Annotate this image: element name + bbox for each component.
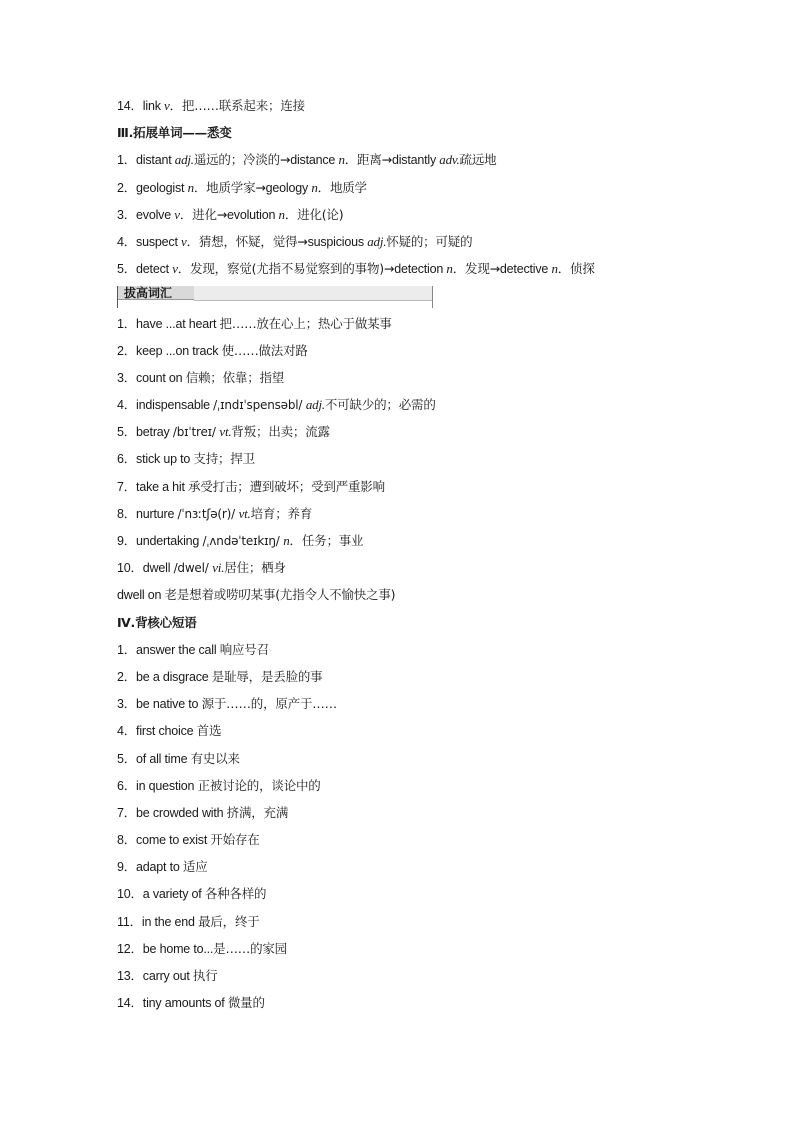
list-item <box>117 853 717 880</box>
part-of-speech: v <box>172 261 178 277</box>
phonetic-text: /ˌʌndəˈteɪkɪŋ/ <box>202 534 284 548</box>
text-segment: 3．count on <box>117 370 186 385</box>
text-segment: 疏远地 <box>459 152 497 168</box>
text-segment: 居住；栖身 <box>224 560 286 576</box>
text-segment: 怀疑的；可疑的 <box>386 233 473 249</box>
text-segment: 源于……的，原产于…… <box>201 696 337 712</box>
text-segment: 13．carry out <box>117 969 193 983</box>
text-segment: 各种各样的 <box>204 886 267 902</box>
text-segment: 12．be home to... <box>117 941 214 956</box>
text-segment: 5．of all time <box>117 751 191 766</box>
text-segment: 使……做法对路 <box>221 342 308 358</box>
section-box-label: 拔高词汇 <box>118 286 194 300</box>
text-segment: ．任务；事业 <box>289 533 364 548</box>
text-segment: 背叛；出卖；流露 <box>231 424 330 440</box>
list-item <box>117 663 717 690</box>
text-segment: 不可缺少的；必需的 <box>324 397 436 413</box>
phonetic-text: /dwel/ <box>173 561 213 576</box>
list-item <box>117 364 717 391</box>
text-segment: ．进化(论) <box>284 206 344 222</box>
list-item <box>117 473 717 500</box>
part-of-speech: n <box>551 261 558 277</box>
text-segment: 5．betray <box>117 425 173 440</box>
text-segment: 14．tiny amounts of <box>117 996 228 1011</box>
phonetic-text: /ˈnɜːtʃə(r)/ <box>177 506 239 521</box>
text-segment: dwell on <box>117 588 165 603</box>
part-of-speech: n <box>338 152 345 168</box>
text-segment: 4．suspect <box>117 234 182 249</box>
text-segment: ．地质学 <box>317 179 367 195</box>
list-item <box>117 717 717 744</box>
part-of-speech: adj. <box>174 152 194 168</box>
list-item <box>117 92 717 119</box>
list-item <box>117 500 717 527</box>
section-box-bar <box>194 286 432 301</box>
text-segment: 1．have ...at heart <box>117 316 220 331</box>
text-segment: 是耻辱，是丢脸的事 <box>211 668 323 684</box>
list-item <box>117 201 717 228</box>
part-of-speech: n <box>283 533 290 548</box>
text-segment: 支持；捍卫 <box>193 451 255 467</box>
part-of-speech: adj. <box>305 397 325 413</box>
text-segment: 8．nurture <box>117 506 178 521</box>
text-segment: ．发现→ <box>452 261 500 277</box>
text-segment: detection <box>394 262 447 277</box>
section-box-frame <box>117 286 433 308</box>
text-segment: 1．answer the call <box>117 642 220 657</box>
part-of-speech: n <box>446 261 453 277</box>
text-segment: 最后，终于 <box>198 913 260 929</box>
part-of-speech: vt. <box>219 424 232 440</box>
text-segment: 9．undertaking <box>117 534 203 548</box>
part-of-speech: v <box>164 98 170 113</box>
list-item <box>117 772 717 799</box>
text-segment: 开始存在 <box>210 832 260 848</box>
text-segment: distance <box>290 153 339 168</box>
list-item <box>117 880 717 907</box>
part-of-speech: v <box>174 206 180 222</box>
text-segment: 培育；养育 <box>250 505 313 521</box>
list-item <box>117 418 717 445</box>
list-item <box>117 527 717 554</box>
text-segment: 承受打击；遭到破坏；受到严重影响 <box>188 478 385 494</box>
part-of-speech: adj. <box>367 233 387 249</box>
part-of-speech: v <box>181 233 187 249</box>
list-item <box>117 337 717 364</box>
list-item <box>117 146 717 173</box>
list-item <box>117 445 717 472</box>
list-item <box>117 908 717 935</box>
list-item <box>117 962 717 989</box>
text-segment: Ⅳ.背核心短语 <box>117 614 197 630</box>
text-segment: ．地质学家→ <box>193 179 266 195</box>
text-segment: 2．geologist <box>117 180 188 195</box>
part-of-speech: n <box>187 179 194 195</box>
text-segment: 3．be native to <box>117 697 202 712</box>
text-segment: 8．come to exist <box>117 833 211 848</box>
part-of-speech: vi. <box>212 560 225 576</box>
part-of-speech: vt. <box>238 505 251 521</box>
text-segment: 10．dwell <box>117 561 174 576</box>
list-item <box>117 228 717 255</box>
text-segment: detective <box>499 262 552 277</box>
list-item <box>117 310 717 337</box>
part-of-speech: n <box>311 179 318 195</box>
list-item <box>117 826 717 853</box>
text-segment: suspicious <box>307 234 368 249</box>
list-item <box>117 690 717 717</box>
text-segment: 2．be a disgrace <box>117 669 212 684</box>
list-item <box>117 581 717 608</box>
list-item <box>117 745 717 772</box>
text-segment: Ⅲ.拓展单词——悉变 <box>117 125 232 141</box>
text-segment: 14．link <box>117 99 165 113</box>
text-segment: 微量的 <box>227 995 265 1011</box>
text-segment: ．发现，察觉(尤指不易觉察到的事物)→ <box>177 261 395 277</box>
list-item <box>117 935 717 962</box>
list-item <box>117 391 717 418</box>
text-segment: 1．distant <box>117 153 175 168</box>
text-segment: 6．in question <box>117 778 198 793</box>
section-box-heading <box>117 282 717 309</box>
text-segment: ．进化→ <box>179 206 228 222</box>
text-segment: 老是想着或唠叨某事(尤指令人不愉快之事) <box>164 587 396 603</box>
text-segment: 执行 <box>192 968 218 983</box>
list-item <box>117 989 717 1016</box>
phonetic-text: /ˌɪndɪˈspensəbl/ <box>213 398 306 413</box>
text-segment: 是……的家园 <box>213 940 287 956</box>
text-segment: 首选 <box>196 723 222 739</box>
text-segment: 10．a variety of <box>117 887 205 902</box>
section-heading <box>117 119 717 146</box>
text-segment: evolution <box>227 207 279 222</box>
text-segment: 2．keep ...on track <box>117 343 222 358</box>
list-item <box>117 255 717 282</box>
part-of-speech: adv. <box>439 152 460 168</box>
text-segment: 遥远的；冷淡的→ <box>193 152 291 168</box>
text-segment: distantly <box>391 153 440 168</box>
text-segment: 正被讨论的，谈论中的 <box>197 777 321 793</box>
phonetic-text: /bɪˈtreɪ/ <box>172 425 220 440</box>
text-segment: geology <box>265 180 312 195</box>
text-segment: 9．adapt to <box>117 860 183 875</box>
document-page <box>117 92 717 1016</box>
list-item <box>117 799 717 826</box>
text-segment: ．猜想，怀疑，觉得→ <box>186 233 308 249</box>
text-segment: 4．first choice <box>117 724 197 739</box>
text-segment: ．距离→ <box>344 152 392 168</box>
text-segment: 11．in the end <box>117 914 199 929</box>
text-segment: 4．indispensable <box>117 398 214 413</box>
part-of-speech: n <box>278 206 285 222</box>
text-segment: 5．detect <box>117 262 173 277</box>
section-heading <box>117 609 717 636</box>
list-item <box>117 636 717 663</box>
list-item <box>117 174 717 201</box>
text-segment: 3．evolve <box>117 207 175 222</box>
text-segment: 6．stick up to <box>117 452 194 467</box>
text-segment: 信赖；依靠；指望 <box>185 369 285 385</box>
text-segment: 7．take a hit <box>117 479 189 494</box>
text-segment: 适应 <box>182 859 208 875</box>
text-segment: ．把……联系起来；连接 <box>169 98 305 113</box>
text-segment: ．侦探 <box>557 261 595 277</box>
text-segment: 7．be crowded with <box>117 805 227 820</box>
text-segment: 把……放在心上；热心于做某事 <box>219 315 392 331</box>
text-segment: 有史以来 <box>190 750 240 766</box>
text-segment: 挤满，充满 <box>226 804 289 820</box>
text-segment: 响应号召 <box>219 641 269 657</box>
list-item <box>117 554 717 581</box>
